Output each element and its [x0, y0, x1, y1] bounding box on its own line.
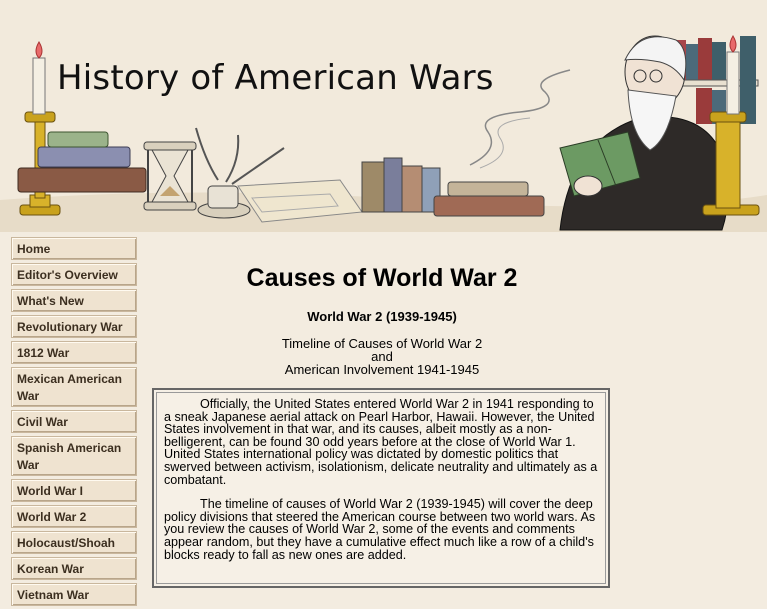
- sidebar-item-mexican-american-war[interactable]: Mexican American War: [11, 367, 137, 407]
- intro-paragraph: The timeline of causes of World War 2 (1939-1945) will cover the deep policy divisions that steered the American course between two world wars. As you review the causes of World War 2, some of the events and comments appear random, but they have a cumulative effect much like a row of a child's blocks ready to fall as new ones are added.: [164, 497, 596, 562]
- sidebar-item-whats-new[interactable]: What's New: [11, 289, 137, 312]
- sidebar-item-korean-war[interactable]: Korean War: [11, 557, 137, 580]
- header-illustration: [0, 0, 767, 232]
- page-subtitle: World War 2 (1939-1945): [307, 309, 457, 324]
- timeline-heading: [152, 337, 612, 376]
- timeline-line-1: Timeline of Causes of World War 2: [281, 336, 483, 351]
- page-title: Causes of World War 2: [246, 264, 518, 292]
- sidebar-item-1812-war[interactable]: 1812 War: [11, 341, 137, 364]
- sidebar-item-spanish-american-war[interactable]: Spanish American War: [11, 436, 137, 476]
- timeline-line-2: and: [371, 349, 393, 364]
- sidebar-item-world-war-1[interactable]: World War I: [11, 479, 137, 502]
- sidebar-nav: [11, 237, 137, 609]
- intro-paragraph: Officially, the United States entered World War 2 in 1941 responding to a sneak Japanese aerial attack on Pearl Harbor, Hawaii. However, the United States involvement in that war, and its causes, albeit mostly as a non-belligerent, can be found 30 odd years before at the close of World War 1. United States international policy was dictated by domestic politics that swerved between activism, isolationism, delicate neutrality and ultimately as a combatant.: [164, 397, 598, 487]
- site-header: [0, 0, 767, 232]
- sidebar-item-editors-overview[interactable]: Editor's Overview: [11, 263, 137, 286]
- sidebar-item-civil-war[interactable]: Civil War: [11, 410, 137, 433]
- timeline-line-3: American Involvement 1941-1945: [284, 362, 480, 377]
- sidebar-item-holocaust-shoah[interactable]: Holocaust/Shoah: [11, 531, 137, 554]
- center-book-stack: [362, 158, 544, 216]
- sidebar-item-revolutionary-war[interactable]: Revolutionary War: [11, 315, 137, 338]
- sidebar-item-vietnam-war[interactable]: Vietnam War: [11, 583, 137, 606]
- sidebar-item-home[interactable]: Home: [11, 237, 137, 260]
- intro-text-box: [152, 388, 610, 588]
- main-content: [152, 262, 612, 376]
- site-title: History of American Wars: [57, 58, 494, 98]
- sidebar-item-world-war-2[interactable]: World War 2: [11, 505, 137, 528]
